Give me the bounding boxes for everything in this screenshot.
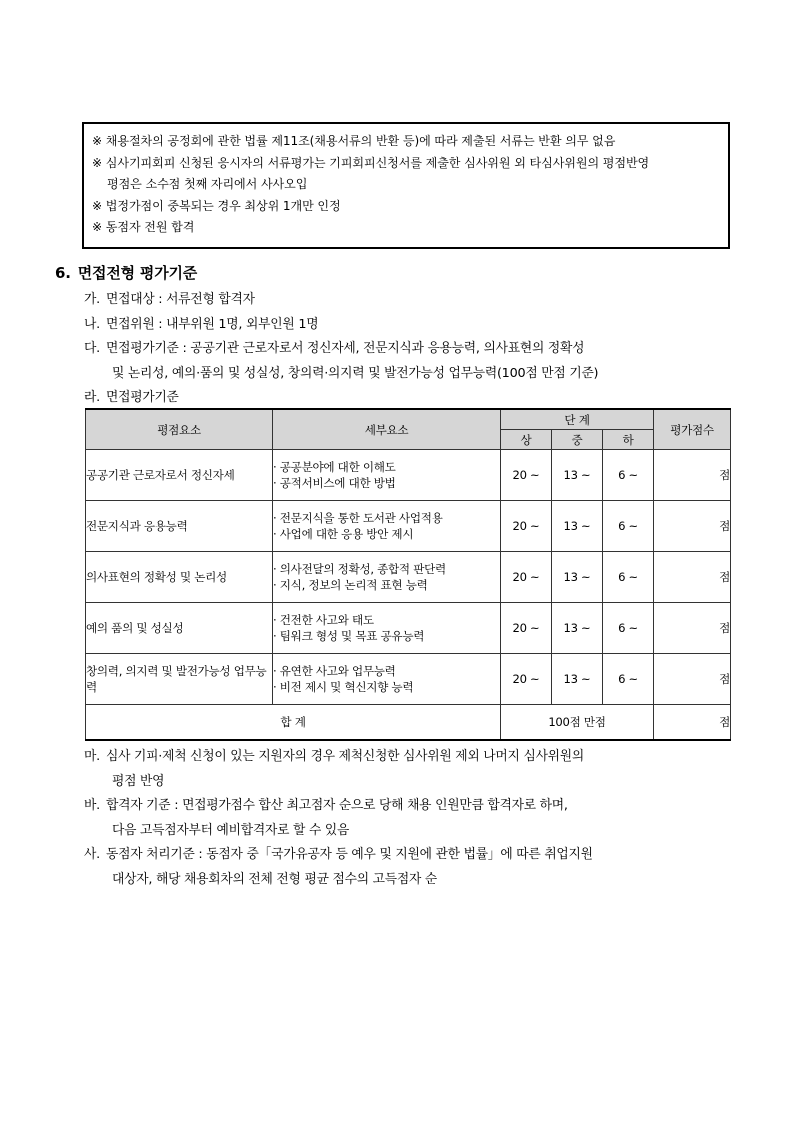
list-item-label: 면접대상 : 서류전형 합격자 xyxy=(106,292,255,307)
cell-total-score: 점 xyxy=(654,705,731,741)
notice-line: ※ 법정가점이 중복되는 경우 최상위 1개만 인정 xyxy=(92,198,341,213)
list-item xyxy=(84,745,754,770)
detail-bullet: · 지식, 정보의 논리적 표현 능력 xyxy=(273,577,500,593)
cell-detail xyxy=(273,450,501,501)
list-item-label: 합격자 기준 : 면접평가점수 합산 최고점자 순으로 당해 채용 인원만큼 합격자로 하며, xyxy=(106,798,568,813)
list-item-marker: 바. xyxy=(84,798,100,813)
list-item-label: 면접위원 : 내부위원 1명, 외부인원 1명 xyxy=(106,316,319,332)
cell-factor: 의사표현의 정확성 및 논리성 xyxy=(86,552,273,603)
list-item xyxy=(84,337,744,362)
table-row xyxy=(86,552,731,603)
cell-total-label: 합 계 xyxy=(86,705,501,741)
cell-level-low: 6 ~ xyxy=(603,603,654,654)
cell-detail xyxy=(273,603,501,654)
list-item-continuation: 평점 반영 xyxy=(112,773,165,789)
cell-level-high: 20 ~ xyxy=(501,501,552,552)
list-item-marker: 가. xyxy=(84,292,100,307)
table-total-row xyxy=(86,705,731,741)
cell-detail xyxy=(273,501,501,552)
table-row xyxy=(86,450,731,501)
table-row xyxy=(86,603,731,654)
header-level-mid: 중 xyxy=(552,430,603,450)
cell-score: 점 xyxy=(654,552,731,603)
header-detail: 세부요소 xyxy=(273,409,501,450)
list-item-label: 동점자 처리기준 : 동점자 중「국가유공자 등 예우 및 지원에 관한 법률」에 따른 취업지원 xyxy=(106,847,593,862)
notice-line: ※ 동점자 전원 합격 xyxy=(92,220,195,234)
list-item xyxy=(84,794,754,819)
list-item-marker: 마. xyxy=(84,749,100,764)
cell-level-low: 6 ~ xyxy=(603,501,654,552)
list-item-label: 면접평가기준 xyxy=(106,390,179,405)
cell-level-mid: 13 ~ xyxy=(552,450,603,501)
notice-line: 평점은 소수점 첫째 자리에서 사사오입 xyxy=(107,177,308,191)
header-level-low: 하 xyxy=(603,430,654,450)
header-level-high: 상 xyxy=(501,430,552,450)
notice-line: ※ 심사기피회피 신청된 응시자의 서류평가는 기피회피신청서를 제출한 심사위원 외 타심사위원의 평점반영 xyxy=(92,155,650,170)
list-item-continuation: 및 논리성, 예의·품의 및 성실성, 창의력·의지력 및 발전가능성 업무능력(100점 만점 기준) xyxy=(112,365,599,381)
list-item xyxy=(84,843,754,868)
cell-level-high: 20 ~ xyxy=(501,654,552,705)
section-number: 6. xyxy=(55,264,71,282)
cell-factor: 창의력, 의지력 및 발전가능성 업무능력 xyxy=(86,654,273,705)
list-item-marker: 라. xyxy=(84,390,100,405)
detail-bullet: · 비전 제시 및 혁신지향 능력 xyxy=(273,679,500,695)
list-item-continuation: 다음 고득점자부터 예비합격자로 할 수 있음 xyxy=(112,822,350,838)
cell-score: 점 xyxy=(654,603,731,654)
cell-factor: 예의 품의 및 성실성 xyxy=(86,603,273,654)
cell-level-low: 6 ~ xyxy=(603,450,654,501)
header-level-group: 단 계 xyxy=(501,409,654,430)
cell-level-mid: 13 ~ xyxy=(552,501,603,552)
cell-score: 점 xyxy=(654,654,731,705)
section-heading xyxy=(55,262,197,283)
cell-level-mid: 13 ~ xyxy=(552,603,603,654)
header-factor: 평점요소 xyxy=(86,409,273,450)
table-row xyxy=(86,654,731,705)
criteria-list-top xyxy=(84,288,744,411)
cell-score: 점 xyxy=(654,501,731,552)
list-item xyxy=(84,386,744,411)
criteria-list-bottom xyxy=(84,745,754,892)
list-item xyxy=(84,288,744,313)
evaluation-table xyxy=(85,408,731,741)
detail-bullet: · 팀워크 형성 및 목표 공유능력 xyxy=(273,628,500,644)
list-item-label: 면접평가기준 : 공공기관 근로자로서 정신자세, 전문지식과 응용능력, 의사표현의 정확성 xyxy=(106,341,585,356)
list-item-marker: 사. xyxy=(84,847,100,862)
cell-level-mid: 13 ~ xyxy=(552,654,603,705)
detail-bullet: · 공적서비스에 대한 방법 xyxy=(273,475,500,491)
cell-level-high: 20 ~ xyxy=(501,552,552,603)
cell-total-max: 100점 만점 xyxy=(501,705,654,741)
list-item-continuation: 대상자, 해당 채용회차의 전체 전형 평균 점수의 고득점자 순 xyxy=(112,871,438,887)
list-item-marker: 다. xyxy=(84,341,100,356)
header-score: 평가점수 xyxy=(654,409,731,450)
detail-bullet: · 유연한 사고와 업무능력 xyxy=(273,663,500,679)
table-row xyxy=(86,501,731,552)
list-item xyxy=(84,313,744,338)
evaluation-table-wrapper xyxy=(85,408,730,741)
detail-bullet: · 사업에 대한 응용 방안 제시 xyxy=(273,526,500,542)
notice-line: ※ 채용절차의 공정회에 관한 법률 제11조(채용서류의 반환 등)에 따라 제출된 서류는 반환 의무 없음 xyxy=(92,134,616,148)
section-title: 면접전형 평가기준 xyxy=(77,264,198,282)
detail-bullet: · 공공분야에 대한 이해도 xyxy=(273,459,500,475)
cell-factor: 공공기관 근로자로서 정신자세 xyxy=(86,450,273,501)
list-item-label: 심사 기피·제척 신청이 있는 지원자의 경우 제척신청한 심사위원 제외 나머지 심사위원의 xyxy=(106,749,585,764)
detail-bullet: · 건전한 사고와 태도 xyxy=(273,612,500,628)
cell-detail xyxy=(273,552,501,603)
cell-level-low: 6 ~ xyxy=(603,552,654,603)
detail-bullet: · 전문지식을 통한 도서관 사업적용 xyxy=(273,510,500,526)
cell-level-high: 20 ~ xyxy=(501,603,552,654)
cell-level-high: 20 ~ xyxy=(501,450,552,501)
notice-box xyxy=(82,122,730,249)
cell-level-mid: 13 ~ xyxy=(552,552,603,603)
cell-level-low: 6 ~ xyxy=(603,654,654,705)
list-item-marker: 나. xyxy=(84,316,100,332)
cell-detail xyxy=(273,654,501,705)
cell-score: 점 xyxy=(654,450,731,501)
cell-factor: 전문지식과 응용능력 xyxy=(86,501,273,552)
table-header-row xyxy=(86,409,731,430)
detail-bullet: · 의사전달의 정확성, 종합적 판단력 xyxy=(273,561,500,577)
